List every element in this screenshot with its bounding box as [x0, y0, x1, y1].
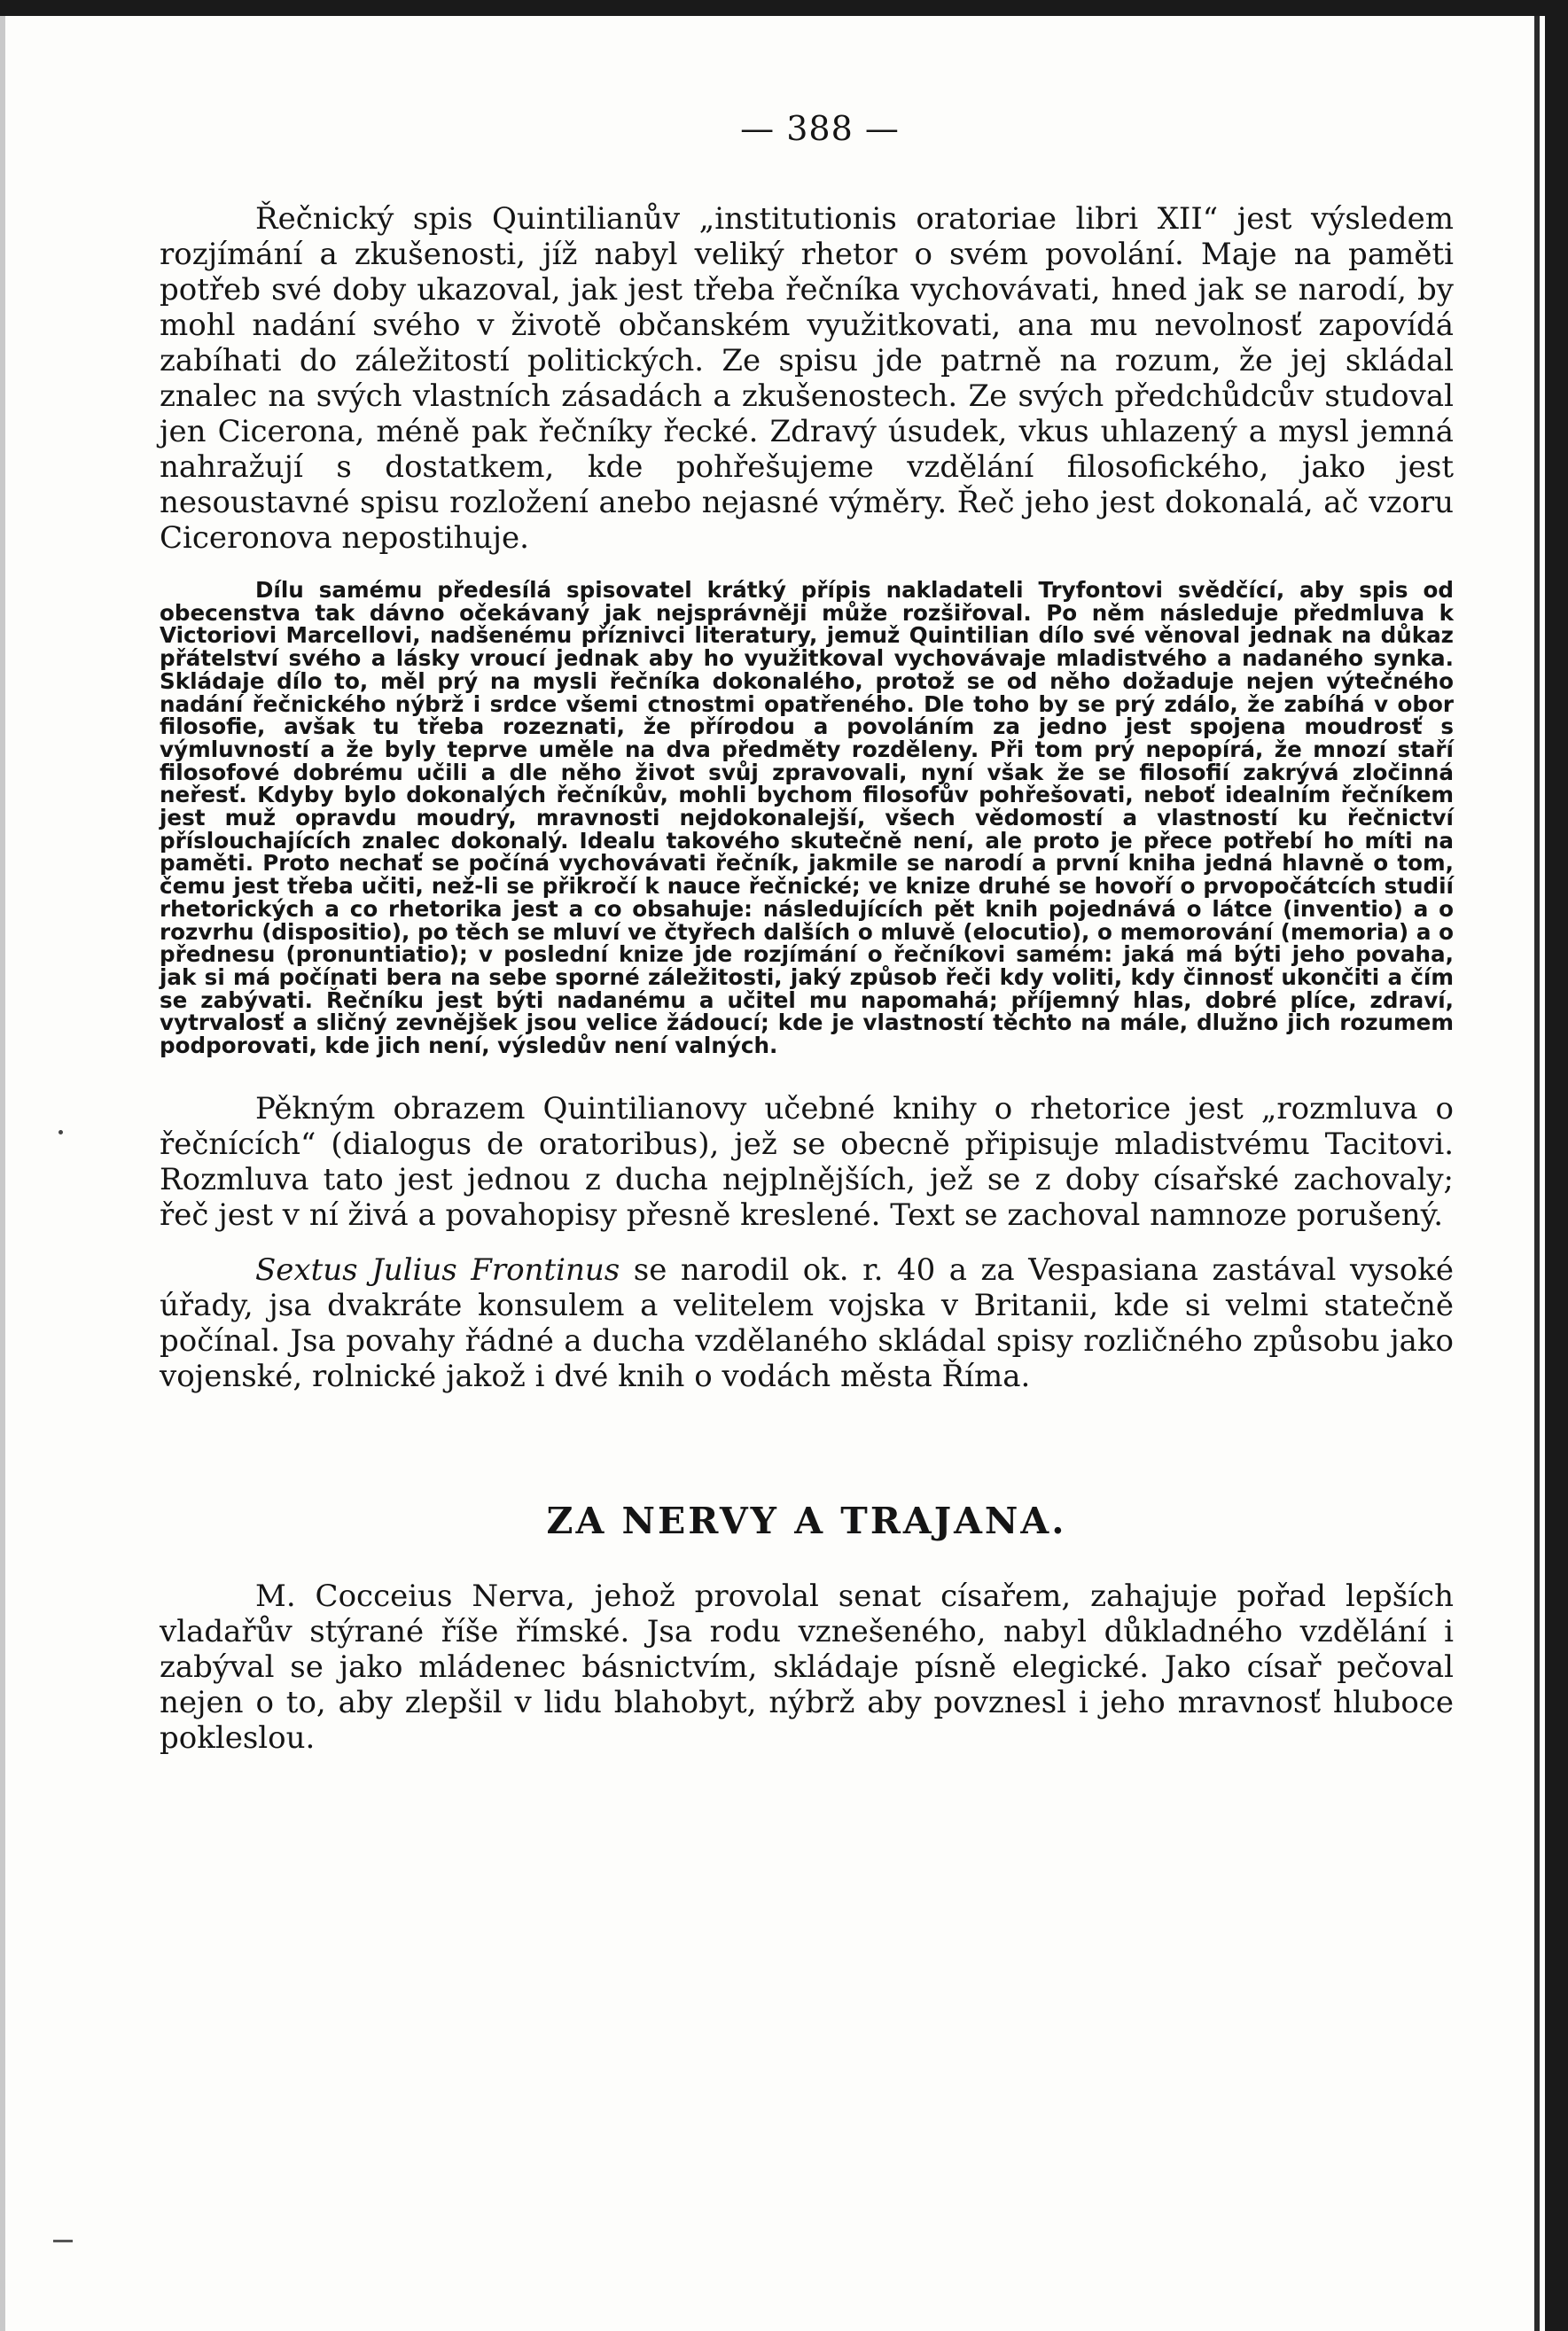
section-heading: ZA NERVY A TRAJANA. [546, 1499, 1067, 1542]
page-number: — 388 — [740, 109, 900, 148]
frontinus-name: Sextus Julius Frontinus [255, 1251, 620, 1288]
paragraph-frontinus [160, 1252, 1454, 1394]
margin-dash [53, 2240, 73, 2242]
scan-border-left [0, 16, 5, 2331]
paragraph-nerva: M. Cocceius Nerva, jehož provolal senat císařem, zahajuje pořad lepších vladařův stýrané říše římské. Jsa rodu vznešeného, nabyl důkladného vzdělání i zabýval se jako mládenec básnictvím, skládaje písně elegické. Jako císař pečoval nejen o to, aby zlepšil v lidu blahobyt, nýbrž aby povznesl i jeho mravnosť hluboce pokleslou. [160, 1578, 1454, 1756]
margin-dot [59, 1130, 63, 1134]
scan-border-right-inner [1534, 16, 1540, 2331]
frontinus-text: se narodil ok. r. 40 a za Vespasiana zastával vysoké úřady, jsa dvakráte konsulem a velitelem vojska v Britanii, kde si velmi statečně počínal. Jsa povahy řádné a ducha vzdělaného skládal spisy rozličného způsobu jako vojenské, rolnické jakož i dvé knih o vodách města Říma. [160, 1251, 1454, 1394]
scan-border-top [0, 0, 1568, 16]
paragraph-small-print: Dílu samému předesílá spisovatel krátký přípis nakladateli Tryfontovi svědčící, aby spis od obecenstva tak dávno očekávaný jak nejsprávněji může rozšiřoval. Po něm následuje předmluva k Victoriovi Marcellovi, nadšenému příznivci literatury, jemuž Quintilian dílo své věnoval jednak na důkaz přátelství svého a lásky vroucí jednak aby ho využitkoval vychovávaje mladistvého a nadaného synka. Skládaje dílo to, měl prý na mysli řečníka dokonalého, protož se od něho dožaduje nejen výtečného nadání řečnického nýbrž i srdce všemi ctnostmi opatřeného. Dle toho by se prý zdálo, že zabíhá v obor filosofie, avšak tu třeba rozeznati, že přírodou a povoláním za jedno jest spojena moudrosť s výmluvností a že byly teprve uměle na dva předměty rozděleny. Při tom prý nepopírá, že mnozí staří filosofové dobrému učili a dle něho život svůj zpravovali, nyní však že se filosofií zakrývá zločinná neřesť. Kdyby bylo dokonalých řečníkův, mohli bychom filosofův pohřešovati, neboť idealním řečníkem jest muž opravdu moudrý, mravnosti nejdokonalejší, všech vědomostí a vlastností ku řečnictví příslouchajících znalec dokonalý. Idealu takového skutečně není, ale proto je přece potřebí ho míti na paměti. Proto nechať se počíná vychovávati řečník, jakmile se narodí a první kniha jedná hlavně o tom, čemu jest třeba učiti, než-li se přikročí k nauce řečnické; ve knize druhé se hovoří o prvopočátcích studií rhetorických a co rhetorika jest a co obsahuje: následujících pět knih pojednává o látce (inventio) a o rozvrhu (dispositio), po těch se mluví ve čtyřech dalších o mluvě (elocutio), o memorování (memoria) a o přednesu (pronuntiatio); v poslední knize jde rozjímání o řečníkovi samém: jaká má býti jeho povaha, jak si má počínati bera na sebe sporné záležitosti, jaký způsob řeči kdy voliti, kdy činnosť ukončiti a čím se zabývati. Řečníku jest býti nadanému a učitel mu napomahá; příjemný hlas, dobré plíce, zdraví, vytrvalosť a sličný zevnějšek jsou velice žádoucí; kde je vlastností těchto na mále, dlužno jich rozumem podporovati, kde jich není, výsledův není valných. [160, 577, 1454, 1059]
paragraph-quintilian: Řečnický spis Quintilianův „institutionis oratoriae libri XII“ jest výsledem rozjímání a zkušenosti, jíž nabyl veliký rhetor o svém povolání. Maje na paměti potřeb své doby ukazoval, jak jest třeba řečníka vychovávati, hned jak se narodí, by mohl nadání svého v životě občanském využitkovati, ana mu nevolnosť zapovídá zabíhati do záležitostí politických. Ze spisu jde patrně na rozum, že jej skládal znalec na svých vlastních zásadách a zkušenostech. Ze svých předchůdcův studoval jen Cicerona, méně pak řečníky řecké. Zdravý úsudek, vkus uhlazený a mysl jemná nahražují s dostatkem, kde pohřešujeme vzdělání filosofického, jako jest nesoustavné spisu rozložení anebo nejasné výměry. Řeč jeho jest dokonalá, ač vzoru Ciceronova nepostihuje. [160, 201, 1454, 556]
paragraph-dialogus: Pěkným obrazem Quintilianovy učebné knihy o rhetorice jest „rozmluva o řečnících“ (dialogus de oratoribus), jež se obecně připisuje mladistvému Tacitovi. Rozmluva tato jest jednou z ducha nejplnějších, jež se z doby císařské zachovaly; řeč jest v ní živá a povahopisy přesně kreslené. Text se zachoval namnoze porušený. [160, 1090, 1454, 1233]
page [160, 102, 1454, 1756]
scan-border-right [1545, 0, 1568, 2331]
